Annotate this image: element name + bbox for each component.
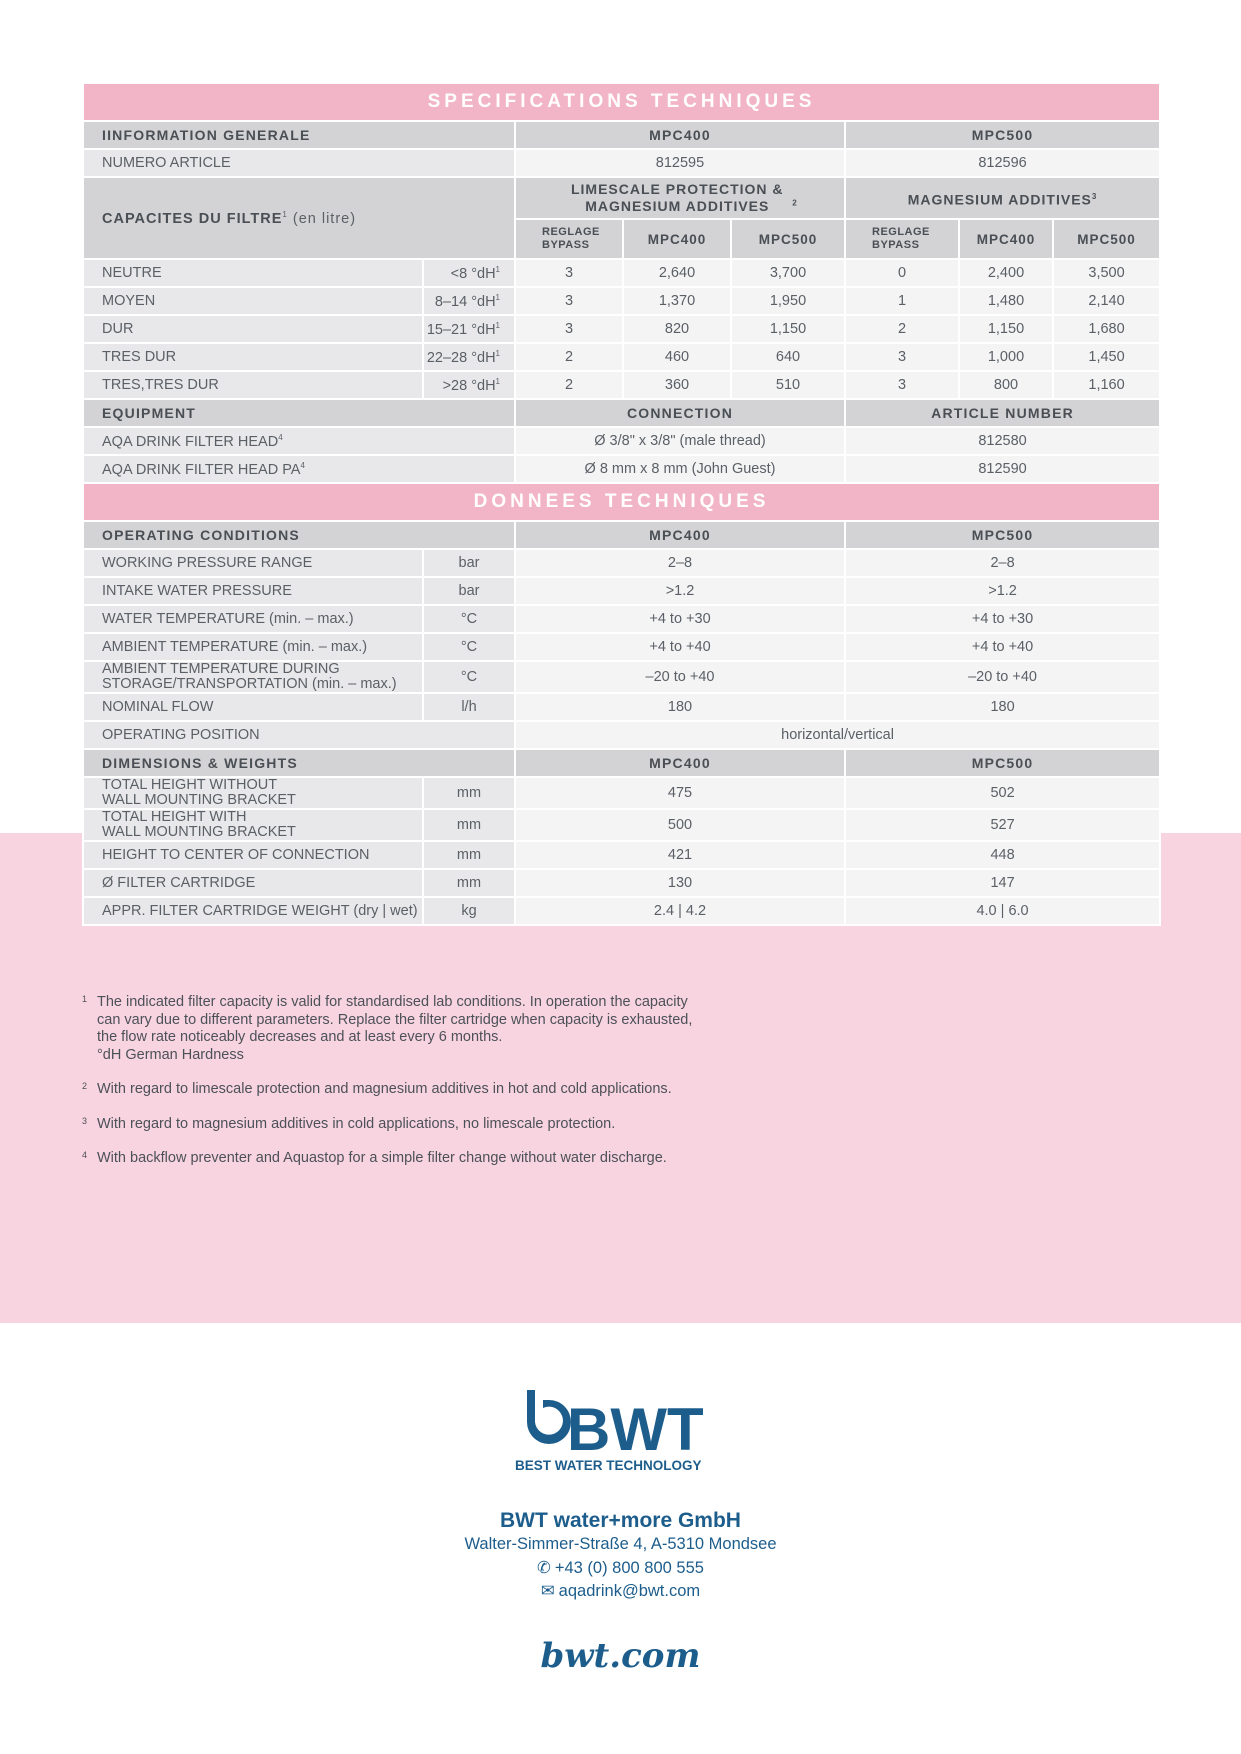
- capacity-row-range: 8–14 $^\circ dH^1$: [423, 287, 515, 315]
- capacity-bypass-1: 2: [515, 343, 623, 371]
- general-col-mpc400: MPC400: [515, 121, 845, 149]
- equipment-connection: Ø 8 mm x 8 mm (John Guest): [515, 455, 845, 483]
- dimensions-mpc500: 448: [845, 841, 1160, 869]
- dimensions-mpc500: 147: [845, 869, 1160, 897]
- capacity-group-magnesium: [845, 177, 1160, 219]
- company-address: Walter-Simmer-Straße 4, A-5310 Mondsee: [464, 1535, 777, 1553]
- capacity-group-magnesium-sup: 3: [1091, 191, 1098, 201]
- operating-row: [83, 549, 1160, 577]
- water-drop-icon: [527, 1390, 571, 1444]
- dimensions-row: [83, 897, 1160, 925]
- operating-name: WATER TEMPERATURE (min. – max.): [83, 605, 423, 633]
- operating-mpc400: 2–8: [515, 549, 845, 577]
- footnote: [82, 1150, 782, 1168]
- footnotes: [82, 994, 782, 1185]
- operating-unit: °C: [423, 605, 515, 633]
- sub-mpc500-2: MPC500: [1053, 219, 1160, 259]
- capacity-label-suffix: (en litre): [292, 210, 357, 227]
- dimensions-unit: mm: [423, 777, 515, 809]
- capacity-mpc400-1: 460: [623, 343, 731, 371]
- operating-row: [83, 693, 1160, 721]
- operating-unit: bar: [423, 549, 515, 577]
- operating-header-row: [83, 521, 1160, 549]
- company-name: BWT water+more GmbH: [500, 1509, 741, 1532]
- equipment-row: [83, 455, 1160, 483]
- data-title-row: [83, 483, 1160, 521]
- operating-unit: bar: [423, 577, 515, 605]
- equipment-row: [83, 427, 1160, 455]
- operating-name: INTAKE WATER PRESSURE: [83, 577, 423, 605]
- bwt-logo: [513, 1388, 728, 1472]
- capacity-row-name: NEUTRE: [83, 259, 423, 287]
- capacity-mpc400-2: 2,400: [959, 259, 1053, 287]
- operating-position-row: [83, 721, 1160, 749]
- capacity-mpc500-2: 1,680: [1053, 315, 1160, 343]
- operating-unit: l/h: [423, 693, 515, 721]
- specifications-table: [82, 82, 1161, 926]
- footnote-line: °dH German Hardness: [97, 1046, 244, 1063]
- capacity-mpc500-2: 3,500: [1053, 259, 1160, 287]
- dimensions-unit: mm: [423, 869, 515, 897]
- footnote-line: With regard to magnesium additives in cold applications, no limescale protection.: [97, 1115, 616, 1132]
- capacity-mpc500-2: 2,140: [1053, 287, 1160, 315]
- company-email: [0, 1581, 1241, 1601]
- footnote-number: 2: [82, 1081, 88, 1091]
- capacity-row: [83, 287, 1160, 315]
- operating-label: OPERATING CONDITIONS: [83, 521, 515, 549]
- article-mpc400: 812595: [515, 149, 845, 177]
- dimensions-name: Ø FILTER CARTRIDGE: [83, 869, 423, 897]
- capacity-mpc500-1: 3,700: [731, 259, 845, 287]
- dimensions-row: [83, 777, 1160, 809]
- article-mpc500: 812596: [845, 149, 1160, 177]
- equipment-article: 812590: [845, 455, 1160, 483]
- capacity-mpc400-1: 360: [623, 371, 731, 399]
- operating-row: [83, 577, 1160, 605]
- capacity-group-limescale-text: LIMESCALE PROTECTION & MAGNESIUM ADDITIVES: [570, 181, 784, 214]
- operating-mpc400: +4 to +30: [515, 605, 845, 633]
- capacity-row-range: >28 $^\circ dH^1$: [423, 371, 515, 399]
- operating-unit: °C: [423, 661, 515, 693]
- email-address[interactable]: aqadrink@bwt.com: [558, 1582, 701, 1600]
- equipment-col-article: ARTICLE NUMBER: [845, 399, 1160, 427]
- capacity-bypass-2: 0: [845, 259, 959, 287]
- dimensions-unit: mm: [423, 841, 515, 869]
- operating-mpc400: >1.2: [515, 577, 845, 605]
- equipment-name: AQA DRINK FILTER HEAD$^4$: [83, 427, 515, 455]
- capacity-mpc400-2: 1,150: [959, 315, 1053, 343]
- equipment-connection: Ø 3/8" x 3/8" (male thread): [515, 427, 845, 455]
- dimensions-mpc500: 4.0 | 6.0: [845, 897, 1160, 925]
- logo-tagline: BEST WATER TECHNOLOGY: [515, 1458, 702, 1472]
- equipment-name: AQA DRINK FILTER HEAD $PA^4$: [83, 455, 515, 483]
- footnote: [82, 1116, 782, 1134]
- operating-mpc500: +4 to +30: [845, 605, 1160, 633]
- operating-name: NOMINAL FLOW: [83, 693, 423, 721]
- dimensions-name: TOTAL HEIGHT WITH WALL MOUNTING BRACKET: [83, 809, 423, 841]
- footnote-line: the flow rate noticeably decreases and at least every 6 months.: [97, 1029, 503, 1045]
- company-phone: [0, 1558, 1241, 1578]
- capacity-row-range: 22–28 $^\circ dH^1$: [423, 343, 515, 371]
- equipment-col-connection: CONNECTION: [515, 399, 845, 427]
- sub-mpc400-1: MPC400: [623, 219, 731, 259]
- spec-title-row: [83, 83, 1160, 121]
- operating-name: WORKING PRESSURE RANGE: [83, 549, 423, 577]
- dimensions-row: [83, 841, 1160, 869]
- operating-row: [83, 605, 1160, 633]
- operating-position-value: horizontal/vertical: [515, 721, 1160, 749]
- capacity-mpc500-2: 1,450: [1053, 343, 1160, 371]
- capacity-bypass-2: 3: [845, 371, 959, 399]
- capacity-bypass-2: 3: [845, 343, 959, 371]
- equipment-label: EQUIPMENT: [83, 399, 515, 427]
- capacity-group-magnesium-text: MAGNESIUM ADDITIVES: [907, 191, 1092, 208]
- capacity-label-text: CAPACITES DU FILTRE: [102, 210, 283, 227]
- dimensions-mpc500: 527: [845, 809, 1160, 841]
- dimensions-col-mpc500: MPC500: [845, 749, 1160, 777]
- dimensions-label: DIMENSIONS & WEIGHTS: [83, 749, 515, 777]
- operating-name: AMBIENT TEMPERATURE (min. – max.): [83, 633, 423, 661]
- operating-row: [83, 661, 1160, 693]
- footnote-line: With backflow preventer and Aquastop for a simple filter change without water discharge.: [97, 1150, 667, 1166]
- dimensions-mpc500: 502: [845, 777, 1160, 809]
- dimensions-mpc400: 2.4 | 4.2: [515, 897, 845, 925]
- capacity-mpc500-1: 640: [731, 343, 845, 371]
- mail-icon: ✉: [540, 1582, 555, 1600]
- capacity-mpc500-1: 510: [731, 371, 845, 399]
- capacity-row-range: <8 $^\circ dH^1$: [423, 259, 515, 287]
- capacity-bypass-1: 3: [515, 287, 623, 315]
- operating-col-mpc400: MPC400: [515, 521, 845, 549]
- article-row: [83, 149, 1160, 177]
- capacity-label-sup: 1: [282, 209, 288, 219]
- capacity-row-name: MOYEN: [83, 287, 423, 315]
- capacity-mpc400-2: 1,480: [959, 287, 1053, 315]
- dimensions-mpc400: 421: [515, 841, 845, 869]
- equipment-header-row: [83, 399, 1160, 427]
- capacity-mpc400-1: 820: [623, 315, 731, 343]
- capacity-row-name: TRES,TRES DUR: [83, 371, 423, 399]
- operating-position-label: OPERATING POSITION: [83, 721, 515, 749]
- capacity-mpc400-1: 2,640: [623, 259, 731, 287]
- operating-mpc500: +4 to +40: [845, 633, 1160, 661]
- capacity-mpc400-2: 800: [959, 371, 1053, 399]
- capacity-mpc400-2: 1,000: [959, 343, 1053, 371]
- dimensions-name: HEIGHT TO CENTER OF CONNECTION: [83, 841, 423, 869]
- footnote-number: 1: [82, 994, 88, 1004]
- general-col-mpc500: MPC500: [845, 121, 1160, 149]
- footnote-line: can vary due to different parameters. Replace the filter cartridge when capacity is exhausted,: [97, 1011, 693, 1028]
- capacity-mpc400-1: 1,370: [623, 287, 731, 315]
- dimensions-mpc400: 130: [515, 869, 845, 897]
- operating-row: [83, 633, 1160, 661]
- general-label: IINFORMATION GENERALE: [83, 121, 515, 149]
- capacity-header-row: [83, 177, 1160, 219]
- data-title: DONNEES TECHNIQUES: [83, 483, 1160, 521]
- capacity-bypass-1: 3: [515, 315, 623, 343]
- capacity-mpc500-1: 1,150: [731, 315, 845, 343]
- operating-mpc500: –20 to +40: [845, 661, 1160, 693]
- capacity-mpc500-1: 1,950: [731, 287, 845, 315]
- capacity-row: [83, 315, 1160, 343]
- sub-mpc400-2: MPC400: [959, 219, 1053, 259]
- dimensions-row: [83, 869, 1160, 897]
- sub-mpc500-1: MPC500: [731, 219, 845, 259]
- dimensions-mpc400: 500: [515, 809, 845, 841]
- general-header-row: [83, 121, 1160, 149]
- capacity-mpc500-2: 1,160: [1053, 371, 1160, 399]
- logo-wordmark: BWT: [567, 1396, 704, 1463]
- operating-mpc400: +4 to +40: [515, 633, 845, 661]
- dimensions-col-mpc400: MPC400: [515, 749, 845, 777]
- operating-unit: °C: [423, 633, 515, 661]
- footnote-line: With regard to limescale protection and magnesium additives in hot and cold applications.: [97, 1081, 672, 1097]
- footnote-number: 3: [82, 1115, 88, 1126]
- phone-icon: ✆: [537, 1559, 551, 1577]
- capacity-label: [83, 177, 515, 259]
- dimensions-unit: mm: [423, 809, 515, 841]
- capacity-bypass-2: 1: [845, 287, 959, 315]
- dimensions-unit: kg: [423, 897, 515, 925]
- footnote-line: The indicated filter capacity is valid for standardised lab conditions. In operation the capacity: [97, 994, 688, 1010]
- dimensions-row: [83, 809, 1160, 841]
- operating-name: AMBIENT TEMPERATURE DURING STORAGE/TRANSPORTATION (min. – max.): [83, 661, 423, 693]
- sub-bypass-1: REGLAGE BYPASS: [515, 219, 623, 259]
- capacity-row-name: DUR: [83, 315, 423, 343]
- capacity-row: [83, 371, 1160, 399]
- operating-mpc500: >1.2: [845, 577, 1160, 605]
- capacity-group-limescale-sup: 2: [792, 198, 798, 208]
- operating-col-mpc500: MPC500: [845, 521, 1160, 549]
- spec-title: SPECIFICATIONS TECHNIQUES: [83, 83, 1160, 121]
- operating-mpc500: 2–8: [845, 549, 1160, 577]
- dimensions-name: APPR. FILTER CARTRIDGE WEIGHT (dry | wet): [83, 897, 423, 925]
- phone-number[interactable]: +43 (0) 800 800 555: [554, 1559, 704, 1577]
- operating-mpc500: 180: [845, 693, 1160, 721]
- website[interactable]: bwt.com: [540, 1636, 701, 1676]
- article-label: NUMERO ARTICLE: [83, 149, 515, 177]
- footnote-number: 4: [82, 1150, 88, 1160]
- capacity-row-name: TRES DUR: [83, 343, 423, 371]
- capacity-bypass-2: 2: [845, 315, 959, 343]
- capacity-row: [83, 259, 1160, 287]
- sub-bypass-2: REGLAGE BYPASS: [845, 219, 959, 259]
- equipment-article: 812580: [845, 427, 1160, 455]
- operating-mpc400: –20 to +40: [515, 661, 845, 693]
- footnote: [82, 994, 782, 1064]
- dimensions-name: TOTAL HEIGHT WITHOUT WALL MOUNTING BRACKET: [83, 777, 423, 809]
- capacity-bypass-1: 2: [515, 371, 623, 399]
- capacity-row-range: 15–21 $^\circ dH^1$: [423, 315, 515, 343]
- capacity-bypass-1: 3: [515, 259, 623, 287]
- capacity-group-limescale: [515, 177, 845, 219]
- operating-mpc400: 180: [515, 693, 845, 721]
- footnote: [82, 1081, 782, 1099]
- capacity-row: [83, 343, 1160, 371]
- dimensions-mpc400: 475: [515, 777, 845, 809]
- dimensions-header-row: [83, 749, 1160, 777]
